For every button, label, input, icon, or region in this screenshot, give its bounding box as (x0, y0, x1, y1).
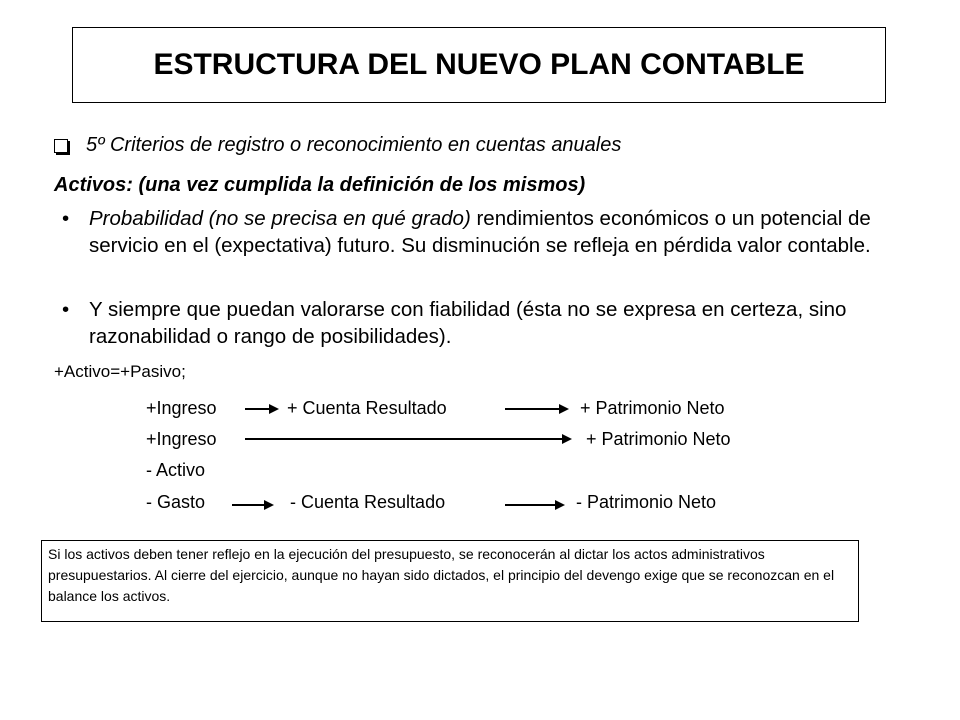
flow-r1-patrimonio: + Patrimonio Neto (580, 398, 725, 418)
arrow-right-icon (245, 438, 570, 440)
assets-heading: Activos: (una vez cumplida la definición de los mismos) (54, 174, 586, 196)
flow-r4-gasto: - Gasto (146, 492, 206, 512)
bullet-text (89, 205, 929, 259)
equation-line: +Activo=+Pasivo; (54, 362, 186, 381)
checkbox-bullet-icon (54, 139, 68, 153)
flow-r2-ingreso: +Ingreso (146, 429, 217, 449)
bullet-marker: • (62, 298, 70, 321)
flow-r4-patrimonio: - Patrimonio Neto (576, 492, 717, 512)
bullet-rest-text: rendimientos económicos o un potencial de servicio en el (expectativa) futuro. Su disminución se refleja en pérdida valor contable. (89, 207, 871, 257)
bullet-italic-text: Probabilidad (no se precisa en qué grado) (89, 207, 471, 230)
page-title: ESTRUCTURA DEL NUEVO PLAN CONTABLE (153, 48, 805, 81)
flow-r3-activo: - Activo (146, 460, 206, 480)
flow-r1-ingreso: +Ingreso (146, 398, 217, 418)
section-subtitle (54, 134, 621, 157)
flow-r1-cuenta: + Cuenta Resultado (287, 398, 447, 418)
flow-r2-patrimonio: + Patrimonio Neto (586, 429, 731, 449)
bullet-marker: • (62, 207, 70, 230)
subtitle-text: 5º Criterios de registro o reconocimiento en cuentas anuales (86, 134, 622, 156)
note-box (41, 540, 859, 622)
arrow-right-icon (245, 408, 277, 410)
note-text: Si los activos deben tener reflejo en la ejecución del presupuesto, se reconocerán al dictar los actos administrativos presupuestarios. Al cierre del ejercicio, aunque no hayan sido dictados, el principio del devengo exige que se reconozcan en el balance los activos. (48, 546, 835, 604)
arrow-right-icon (505, 408, 567, 410)
bullet-text: Y siempre que puedan valorarse con fiabilidad (ésta no se expresa en certeza, sino razonabilidad o rango de posibilidades). (89, 298, 847, 348)
arrow-right-icon (505, 504, 563, 506)
arrow-right-icon (232, 504, 272, 506)
title-box (72, 27, 886, 103)
flow-r4-cuenta: - Cuenta Resultado (290, 492, 446, 512)
